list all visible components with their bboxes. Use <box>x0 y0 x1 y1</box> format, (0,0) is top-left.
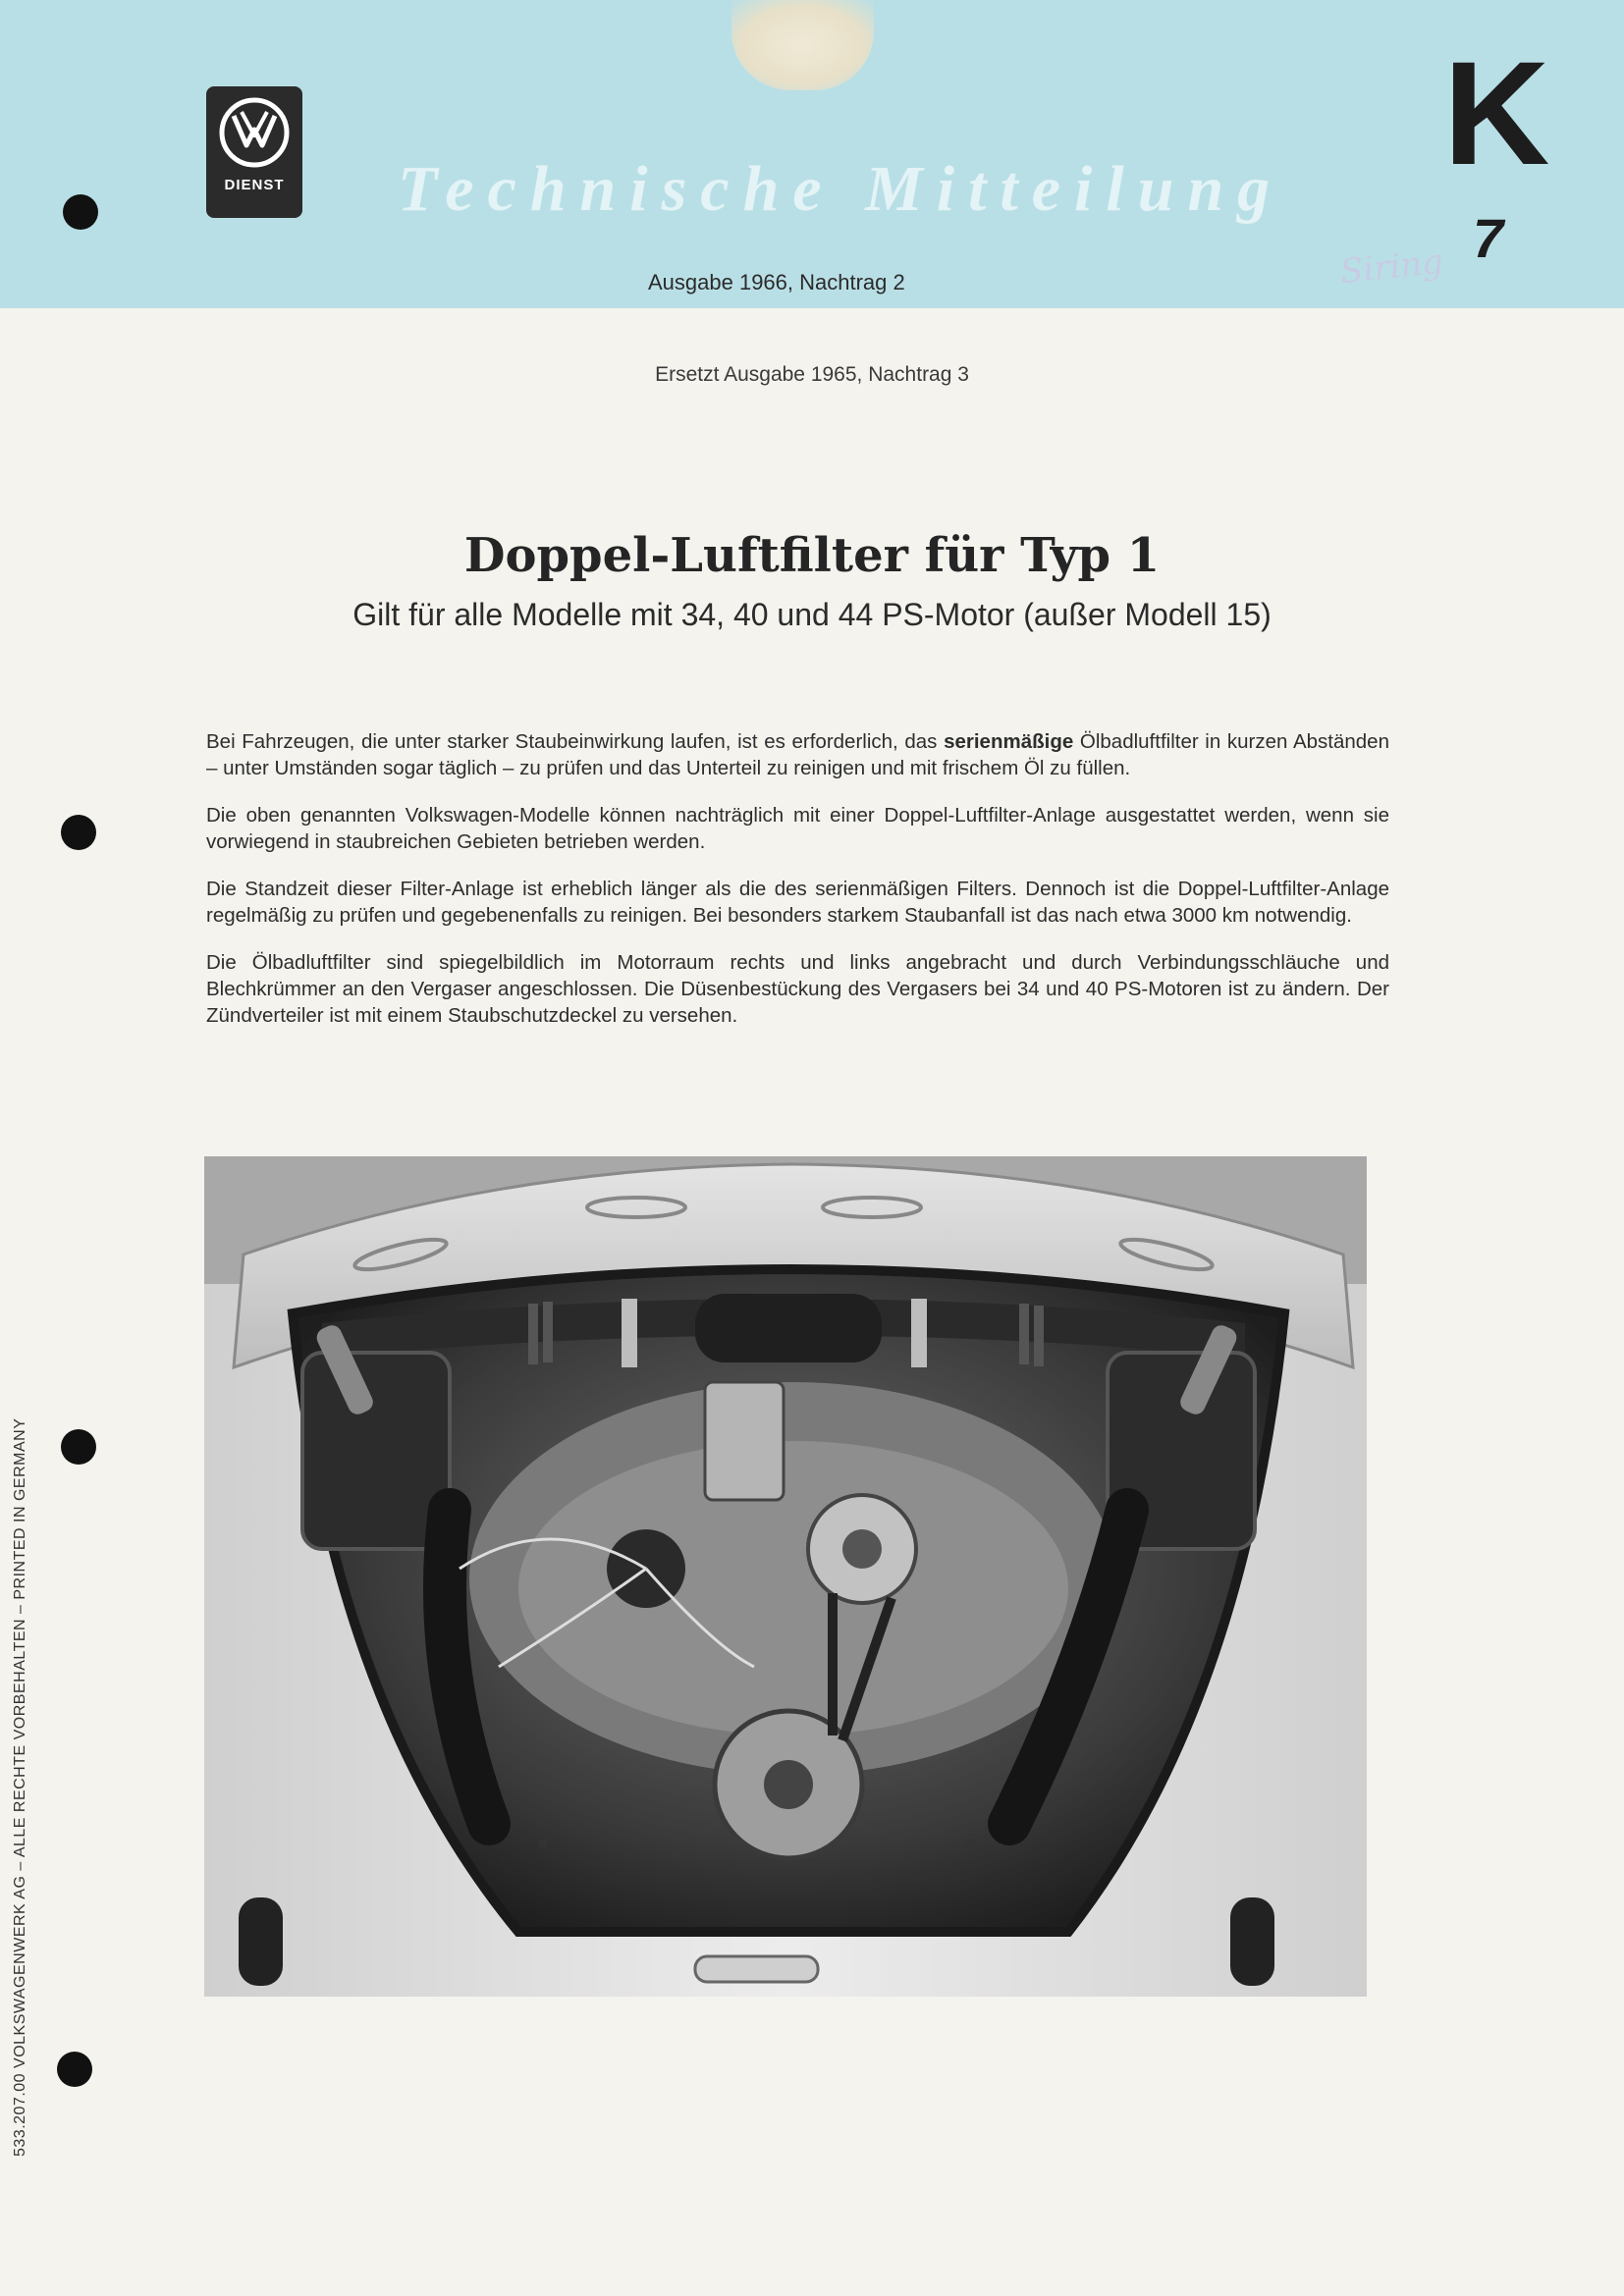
engine-bay-illustration <box>204 1156 1367 1997</box>
paragraph-4: Die Ölbadluftfilter sind spiegelbildlich im Motorraum rechts und links angebracht und durch Verbindungsschläuche und Blechkrümmer an den Vergaser angeschlossen. Die Düsenbestückung des Vergasers bei 34 und 40 PS-Motoren ist zu ändern. Der Zündverteiler ist mit einem Staubschutzdeckel zu versehen. <box>206 951 1389 1027</box>
bold-term: serienmäßige <box>944 730 1074 753</box>
section-letter: K <box>1443 30 1550 195</box>
vw-dienst-logo <box>206 86 302 218</box>
side-imprint: 533.207.00 VOLKSWAGENWERK AG – ALLE RECHTE VORBEHALTEN – PRINTED IN GERMANY <box>12 1417 28 2157</box>
paragraph-3: Die Standzeit dieser Filter-Anlage ist erheblich länger als die des serienmäßigen Filters. Dennoch ist die Doppel-Luftfilter-Anlage regelmäßig zu prüfen und gegebenenfalls zu reinigen. Bei besonders starkem Staubanfall ist das nach etwa 3000 km notwendig. <box>206 878 1389 927</box>
engine-bay-photo <box>204 1156 1367 1997</box>
punch-hole <box>57 2052 92 2087</box>
section-number: 7 <box>1473 207 1504 269</box>
body-text <box>206 728 1389 1049</box>
page-subtitle: Gilt für alle Modelle mit 34, 40 und 44 PS-Motor (außer Modell 15) <box>352 597 1272 632</box>
header-title: Technische Mitteilung <box>398 153 1284 225</box>
punch-hole <box>61 815 96 850</box>
issue-line: Ausgabe 1966, Nachtrag 2 <box>648 270 905 294</box>
replaces-note: Ersetzt Ausgabe 1965, Nachtrag 3 <box>655 363 969 386</box>
paragraph-1: Bei Fahrzeugen, die unter starker Staubeinwirkung laufen, ist es erforderlich, das serienmäßige Ölbadluftfilter in kurzen Abständen – unter Umständen sogar täglich – zu prüfen und das Unterteil zu reinigen und mit frischem Öl zu füllen. <box>206 730 1389 779</box>
punch-hole <box>63 194 98 230</box>
vw-emblem-icon <box>218 96 291 169</box>
handwritten-note: Siring <box>1338 241 1445 293</box>
paper-stain <box>731 0 874 90</box>
paragraph-2: Die oben genannten Volkswagen-Modelle können nachträglich mit einer Doppel-Luftfilter-Anlage ausgestattet werden, wenn sie vorwiegend in staubreichen Gebieten betrieben werden. <box>206 804 1389 853</box>
punch-hole <box>61 1429 96 1465</box>
page-title: Doppel-Luftfilter für Typ 1 <box>463 528 1161 583</box>
logo-text: DIENST <box>224 177 285 193</box>
